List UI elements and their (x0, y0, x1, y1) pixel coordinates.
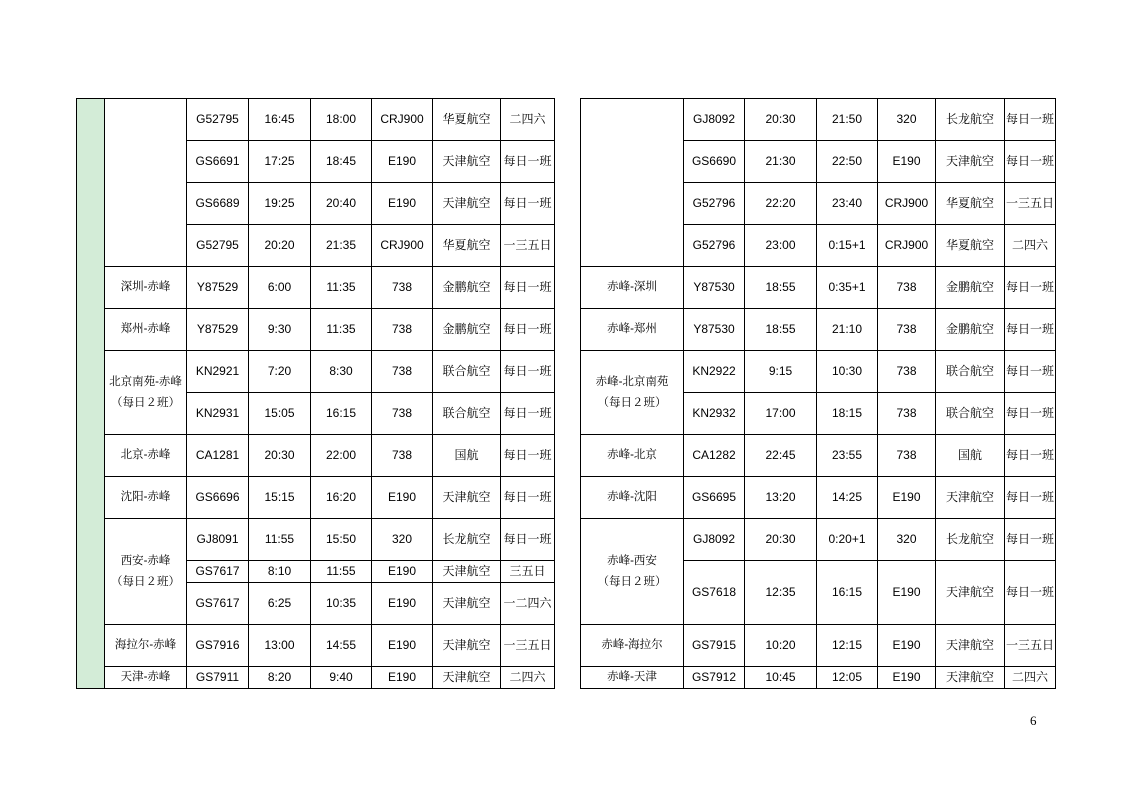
inbound-depart-time: 19:25 (249, 183, 311, 225)
inbound-schedule: 三五日 (501, 561, 555, 583)
outbound-depart-time: 13:20 (745, 477, 817, 519)
outbound-arrive-time: 12:05 (817, 667, 878, 689)
inbound-schedule: 每日一班 (501, 519, 555, 561)
outbound-flight-number: CA1282 (684, 435, 745, 477)
outbound-flight-number: Y87530 (684, 267, 745, 309)
inbound-arrive-time: 20:40 (311, 183, 372, 225)
inbound-flight-number: Y87529 (187, 267, 249, 309)
inbound-airline: 天津航空 (433, 561, 501, 583)
outbound-aircraft: E190 (878, 667, 936, 689)
inbound-flight-number: Y87529 (187, 309, 249, 351)
route-label-line: 赤峰-北京 (607, 449, 657, 461)
route-cell-inbound (105, 351, 187, 435)
outbound-airline: 天津航空 (936, 561, 1005, 625)
outbound-arrive-time: 23:40 (817, 183, 878, 225)
outbound-schedule: 每日一班 (1005, 351, 1056, 393)
inbound-aircraft: CRJ900 (372, 99, 433, 141)
inbound-schedule: 一三五日 (501, 625, 555, 667)
inbound-arrive-time: 11:35 (311, 267, 372, 309)
inbound-schedule: 每日一班 (501, 141, 555, 183)
outbound-aircraft: 738 (878, 393, 936, 435)
route-cell-inbound (105, 667, 187, 689)
route-label-line: 赤峰-天津 (607, 671, 657, 683)
inbound-depart-time: 16:45 (249, 99, 311, 141)
inbound-schedule: 每日一班 (501, 351, 555, 393)
inbound-airline: 天津航空 (433, 183, 501, 225)
inbound-aircraft: 738 (372, 435, 433, 477)
outbound-airline: 金鹏航空 (936, 267, 1005, 309)
inbound-flight-number: GS7617 (187, 583, 249, 625)
outbound-aircraft: E190 (878, 141, 936, 183)
inbound-aircraft: E190 (372, 141, 433, 183)
inbound-airline: 天津航空 (433, 583, 501, 625)
outbound-schedule: 每日一班 (1005, 309, 1056, 351)
column-gap (555, 99, 581, 689)
route-label-line: （每日２班） (111, 396, 180, 409)
outbound-flight-number: GJ8092 (684, 99, 745, 141)
page-number: 6 (1030, 713, 1037, 728)
route-label-line: 北京-赤峰 (120, 449, 171, 461)
outbound-schedule: 每日一班 (1005, 477, 1056, 519)
inbound-airline: 长龙航空 (433, 519, 501, 561)
outbound-schedule: 每日一班 (1005, 561, 1056, 625)
route-cell-outbound (581, 99, 684, 267)
inbound-flight-number: KN2921 (187, 351, 249, 393)
outbound-flight-number: GS7915 (684, 625, 745, 667)
inbound-schedule: 每日一班 (501, 435, 555, 477)
inbound-arrive-time: 11:55 (311, 561, 372, 583)
outbound-schedule: 每日一班 (1005, 393, 1056, 435)
outbound-airline: 天津航空 (936, 625, 1005, 667)
route-label-line: 郑州-赤峰 (120, 323, 171, 335)
outbound-flight-number: G52796 (684, 183, 745, 225)
outbound-aircraft: 738 (878, 435, 936, 477)
outbound-arrive-time: 10:30 (817, 351, 878, 393)
outbound-flight-number: GS6690 (684, 141, 745, 183)
outbound-schedule: 二四六 (1005, 667, 1056, 689)
outbound-depart-time: 20:30 (745, 519, 817, 561)
inbound-depart-time: 9:30 (249, 309, 311, 351)
inbound-airline: 华夏航空 (433, 225, 501, 267)
outbound-schedule: 每日一班 (1005, 99, 1056, 141)
outbound-airline: 华夏航空 (936, 183, 1005, 225)
outbound-depart-time: 12:35 (745, 561, 817, 625)
outbound-depart-time: 21:30 (745, 141, 817, 183)
outbound-arrive-time: 22:50 (817, 141, 878, 183)
inbound-arrive-time: 18:45 (311, 141, 372, 183)
route-cell-inbound (105, 519, 187, 625)
inbound-schedule: 每日一班 (501, 393, 555, 435)
outbound-airline: 联合航空 (936, 393, 1005, 435)
table-row (77, 99, 1056, 141)
inbound-depart-time: 11:55 (249, 519, 311, 561)
inbound-arrive-time: 15:50 (311, 519, 372, 561)
outbound-depart-time: 22:20 (745, 183, 817, 225)
inbound-aircraft: E190 (372, 583, 433, 625)
route-cell-outbound (581, 267, 684, 309)
inbound-airline: 联合航空 (433, 351, 501, 393)
inbound-arrive-time: 16:20 (311, 477, 372, 519)
inbound-aircraft: 738 (372, 393, 433, 435)
outbound-depart-time: 10:20 (745, 625, 817, 667)
route-label-line: 深圳-赤峰 (120, 281, 171, 293)
inbound-schedule: 一二四六 (501, 583, 555, 625)
outbound-arrive-time: 14:25 (817, 477, 878, 519)
outbound-schedule: 每日一班 (1005, 519, 1056, 561)
inbound-depart-time: 6:00 (249, 267, 311, 309)
inbound-aircraft: 738 (372, 267, 433, 309)
route-label-line: 赤峰-西安 (607, 554, 657, 567)
route-label-line: 北京南苑-赤峰 (109, 375, 182, 388)
outbound-flight-number: GS7618 (684, 561, 745, 625)
outbound-arrive-time: 23:55 (817, 435, 878, 477)
outbound-aircraft: 738 (878, 267, 936, 309)
outbound-aircraft: 320 (878, 519, 936, 561)
outbound-aircraft: 738 (878, 309, 936, 351)
inbound-airline: 国航 (433, 435, 501, 477)
outbound-flight-number: KN2932 (684, 393, 745, 435)
outbound-depart-time: 20:30 (745, 99, 817, 141)
inbound-arrive-time: 9:40 (311, 667, 372, 689)
outbound-depart-time: 22:45 (745, 435, 817, 477)
route-cell-inbound (105, 99, 187, 267)
route-cell-outbound (581, 519, 684, 625)
inbound-arrive-time: 16:15 (311, 393, 372, 435)
outbound-depart-time: 18:55 (745, 267, 817, 309)
outbound-arrive-time: 21:10 (817, 309, 878, 351)
inbound-depart-time: 6:25 (249, 583, 311, 625)
inbound-depart-time: 15:05 (249, 393, 311, 435)
outbound-flight-number: KN2922 (684, 351, 745, 393)
inbound-depart-time: 8:20 (249, 667, 311, 689)
route-label-line: （每日２班） (597, 575, 667, 588)
outbound-arrive-time: 0:15+1 (817, 225, 878, 267)
inbound-schedule: 二四六 (501, 99, 555, 141)
inbound-aircraft: 738 (372, 309, 433, 351)
route-label-line: 赤峰-深圳 (607, 281, 657, 293)
inbound-aircraft: E190 (372, 667, 433, 689)
inbound-depart-time: 20:30 (249, 435, 311, 477)
outbound-arrive-time: 21:50 (817, 99, 878, 141)
inbound-airline: 金鹏航空 (433, 309, 501, 351)
route-cell-inbound (105, 625, 187, 667)
outbound-depart-time: 23:00 (745, 225, 817, 267)
inbound-airline: 华夏航空 (433, 99, 501, 141)
outbound-aircraft: E190 (878, 477, 936, 519)
inbound-aircraft: 320 (372, 519, 433, 561)
outbound-airline: 联合航空 (936, 351, 1005, 393)
outbound-airline: 华夏航空 (936, 225, 1005, 267)
route-label-line: 沈阳-赤峰 (120, 491, 171, 503)
outbound-depart-time: 10:45 (745, 667, 817, 689)
inbound-flight-number: CA1281 (187, 435, 249, 477)
outbound-schedule: 每日一班 (1005, 141, 1056, 183)
route-cell-outbound (581, 477, 684, 519)
inbound-depart-time: 15:15 (249, 477, 311, 519)
inbound-flight-number: GS7617 (187, 561, 249, 583)
route-cell-outbound (581, 667, 684, 689)
inbound-depart-time: 17:25 (249, 141, 311, 183)
outbound-arrive-time: 18:15 (817, 393, 878, 435)
inbound-airline: 金鹏航空 (433, 267, 501, 309)
inbound-depart-time: 20:20 (249, 225, 311, 267)
inbound-flight-number: GS7911 (187, 667, 249, 689)
route-label-line: 海拉尔-赤峰 (114, 639, 177, 651)
route-label-line: 西安-赤峰 (120, 554, 171, 567)
inbound-arrive-time: 14:55 (311, 625, 372, 667)
route-cell-inbound (105, 477, 187, 519)
outbound-schedule: 每日一班 (1005, 267, 1056, 309)
inbound-flight-number: GJ8091 (187, 519, 249, 561)
route-label-line: 赤峰-北京南苑 (595, 375, 669, 388)
inbound-flight-number: KN2931 (187, 393, 249, 435)
outbound-airline: 长龙航空 (936, 519, 1005, 561)
inbound-airline: 联合航空 (433, 393, 501, 435)
outbound-schedule: 每日一班 (1005, 435, 1056, 477)
outbound-airline: 国航 (936, 435, 1005, 477)
inbound-airline: 天津航空 (433, 625, 501, 667)
region-side-cell (77, 99, 105, 689)
route-cell-outbound (581, 309, 684, 351)
inbound-schedule: 一三五日 (501, 225, 555, 267)
inbound-airline: 天津航空 (433, 477, 501, 519)
outbound-airline: 天津航空 (936, 141, 1005, 183)
inbound-airline: 天津航空 (433, 667, 501, 689)
inbound-schedule: 每日一班 (501, 267, 555, 309)
route-label-line: 赤峰-郑州 (607, 323, 657, 335)
outbound-airline: 长龙航空 (936, 99, 1005, 141)
outbound-flight-number: GJ8092 (684, 519, 745, 561)
outbound-flight-number: GS6695 (684, 477, 745, 519)
outbound-arrive-time: 16:15 (817, 561, 878, 625)
inbound-aircraft: E190 (372, 183, 433, 225)
inbound-arrive-time: 22:00 (311, 435, 372, 477)
outbound-flight-number: G52796 (684, 225, 745, 267)
inbound-depart-time: 8:10 (249, 561, 311, 583)
inbound-arrive-time: 21:35 (311, 225, 372, 267)
inbound-flight-number: G52795 (187, 99, 249, 141)
route-label-line: （每日２班） (111, 575, 180, 588)
outbound-aircraft: 738 (878, 351, 936, 393)
outbound-depart-time: 18:55 (745, 309, 817, 351)
route-label-line: （每日２班） (597, 396, 667, 409)
route-cell-outbound (581, 351, 684, 435)
inbound-arrive-time: 18:00 (311, 99, 372, 141)
inbound-aircraft: CRJ900 (372, 225, 433, 267)
outbound-aircraft: E190 (878, 561, 936, 625)
outbound-depart-time: 9:15 (745, 351, 817, 393)
inbound-flight-number: G52795 (187, 225, 249, 267)
route-cell-outbound (581, 625, 684, 667)
inbound-schedule: 每日一班 (501, 309, 555, 351)
outbound-aircraft: CRJ900 (878, 183, 936, 225)
inbound-flight-number: GS7916 (187, 625, 249, 667)
outbound-aircraft: CRJ900 (878, 225, 936, 267)
inbound-aircraft: E190 (372, 561, 433, 583)
inbound-depart-time: 7:20 (249, 351, 311, 393)
inbound-aircraft: E190 (372, 477, 433, 519)
route-cell-inbound (105, 267, 187, 309)
outbound-schedule: 一三五日 (1005, 183, 1056, 225)
inbound-schedule: 每日一班 (501, 477, 555, 519)
outbound-aircraft: E190 (878, 625, 936, 667)
outbound-schedule: 二四六 (1005, 225, 1056, 267)
inbound-depart-time: 13:00 (249, 625, 311, 667)
route-cell-inbound (105, 435, 187, 477)
route-label-line: 天津-赤峰 (120, 671, 171, 683)
inbound-arrive-time: 10:35 (311, 583, 372, 625)
outbound-depart-time: 17:00 (745, 393, 817, 435)
outbound-airline: 金鹏航空 (936, 309, 1005, 351)
inbound-aircraft: 738 (372, 351, 433, 393)
outbound-arrive-time: 0:20+1 (817, 519, 878, 561)
inbound-aircraft: E190 (372, 625, 433, 667)
route-cell-outbound (581, 435, 684, 477)
route-label-line: 赤峰-海拉尔 (601, 639, 663, 651)
outbound-airline: 天津航空 (936, 477, 1005, 519)
inbound-flight-number: GS6696 (187, 477, 249, 519)
outbound-flight-number: Y87530 (684, 309, 745, 351)
inbound-airline: 天津航空 (433, 141, 501, 183)
inbound-flight-number: GS6689 (187, 183, 249, 225)
inbound-arrive-time: 8:30 (311, 351, 372, 393)
outbound-arrive-time: 0:35+1 (817, 267, 878, 309)
route-label-line: 赤峰-沈阳 (607, 491, 657, 503)
inbound-flight-number: GS6691 (187, 141, 249, 183)
outbound-flight-number: GS7912 (684, 667, 745, 689)
flight-schedule-table (76, 98, 1056, 689)
inbound-arrive-time: 11:35 (311, 309, 372, 351)
inbound-schedule: 每日一班 (501, 183, 555, 225)
outbound-airline: 天津航空 (936, 667, 1005, 689)
outbound-aircraft: 320 (878, 99, 936, 141)
route-cell-inbound (105, 309, 187, 351)
outbound-schedule: 一三五日 (1005, 625, 1056, 667)
inbound-schedule: 二四六 (501, 667, 555, 689)
outbound-arrive-time: 12:15 (817, 625, 878, 667)
